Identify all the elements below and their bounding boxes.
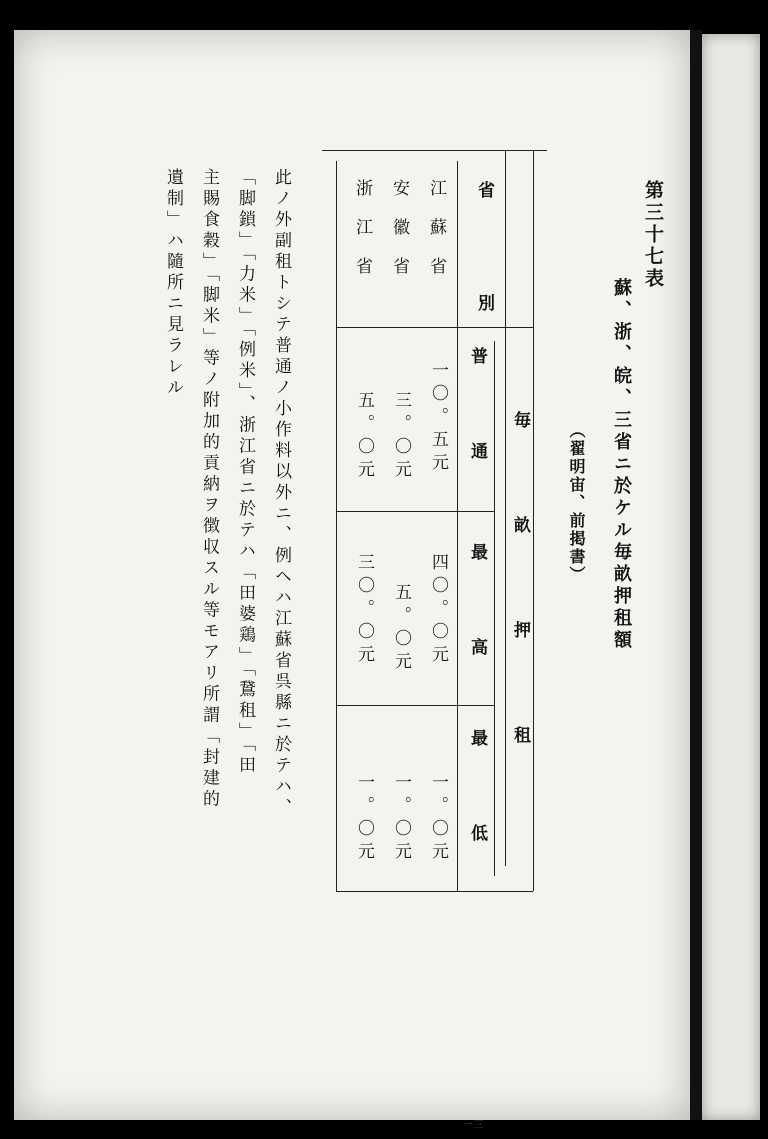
value-normal: 五。〇元: [354, 391, 374, 483]
next-page-edge: [702, 34, 760, 1120]
header-rent-group: 毎畝押租: [510, 411, 530, 831]
table-rule: [336, 327, 533, 328]
table-rule: [336, 161, 337, 891]
body-line-4: 遺制」ハ隨所ニ見ラレル: [163, 168, 183, 399]
value-normal: 三。〇元: [391, 391, 411, 483]
value-normal: 一〇。五元: [428, 361, 448, 476]
table-source: （翟明宙、前掲書）: [567, 422, 586, 584]
page-number: 一三: [463, 1120, 483, 1131]
table-rule: [457, 161, 458, 891]
body-line-2: 「脚鎖」「力米」「例米」、浙江省ニ於テハ「田婆鶏」「鵞租」「田: [235, 168, 255, 777]
value-max: 三〇。〇元: [354, 553, 374, 668]
table-rule: [505, 151, 506, 866]
rent-deposit-table: [322, 150, 547, 919]
body-line-3: 主賜食穀」「脚米」等ノ附加的貢納ヲ徴収スル等モアリ所謂「封建的: [199, 168, 219, 811]
subheader-min: 最低: [467, 729, 487, 919]
table-rule: [494, 341, 495, 876]
header-province: 省別: [474, 181, 494, 311]
table-rule: [336, 891, 533, 892]
book-spine: [690, 30, 702, 1120]
subheader-normal: 普通: [467, 347, 487, 537]
body-line-1: 此ノ外副租トシテ普通ノ小作料以外ニ、例ヘハ江蘇省呉縣ニ於テハ、: [271, 168, 291, 819]
subheader-max: 最高: [467, 543, 487, 733]
table-number: 第三十七表: [642, 180, 664, 290]
province-label: 江蘇省: [426, 179, 446, 296]
value-min: 一。〇元: [391, 773, 411, 865]
table-rule: [533, 151, 534, 891]
value-min: 一。〇元: [428, 773, 448, 865]
value-min: 一。〇元: [354, 773, 374, 865]
value-max: 五。〇元: [391, 583, 411, 675]
province-label: 浙江省: [352, 179, 372, 296]
table-title: 蘇、浙、皖、三省ニ於ケル毎畝押租額: [611, 278, 632, 652]
province-label: 安徽省: [389, 179, 409, 296]
value-max: 四〇。〇元: [428, 553, 448, 668]
